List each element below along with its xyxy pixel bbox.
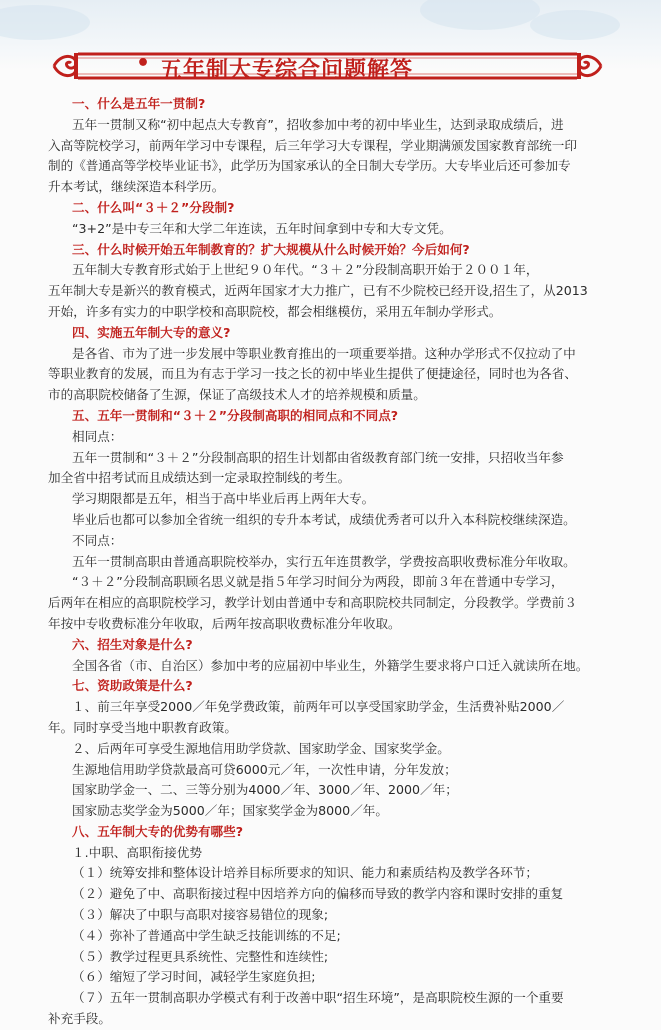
body-text-line: 年按中专收费标准分年收取，后两年按高职收费标准分年收取。	[48, 615, 401, 631]
body-text-line: 毕业后也都可以参加全省统一组织的专升本考试，成绩优秀者可以升入本科院校继续深造。	[72, 511, 576, 527]
section-heading: 二、什么叫“３＋２”分段制?	[72, 199, 235, 215]
body-text-line: 五年制大专是新兴的教育模式，近两年国家才大力推广，已有不少院校已经开设,招生了，从2013	[48, 283, 588, 299]
body-text-line: 不同点：	[72, 532, 123, 548]
body-text-line: （５）教学过程更具系统性、完整性和连续性;	[72, 948, 329, 964]
body-text-line: （７）五年一贯制高职办学模式有利于改善中职“招生环境”，是高职院校生源的一个重要	[72, 990, 564, 1006]
body-text-line: 市的高职院校储备了生源，保证了高级技术人才的培养规模和质量。	[48, 387, 426, 403]
body-text-line: “3+2”是中专三年和大学二年连读，五年时间拿到中专和大专文凭。	[72, 220, 452, 236]
body-text-line: １、前三年享受2000／年免学费政策，前两年可以享受国家助学金，生活费补贴2000／	[72, 699, 565, 715]
body-text-line: 制的《普通高等学校毕业证书》，此学历为国家承认的全日制大专学历。大专毕业后还可参加专	[48, 158, 571, 174]
body-text-line: 补充手段。	[48, 1011, 111, 1027]
body-text-line: 后两年在相应的高职院校学习，教学计划由普通中专和高职院校共同制定，分段教学。学费前３	[48, 595, 577, 611]
body-text-line: （４）弥补了普通高中学生缺乏技能训练的不足;	[72, 927, 341, 943]
body-text-line: 五年一贯制和“３＋２”分段制高职的招生计划都由省级教育部门统一安排，只招收当年参	[72, 449, 564, 465]
title-bullet: •	[136, 51, 151, 76]
section-heading: 四、实施五年制大专的意义?	[72, 324, 231, 340]
section-heading: 八、五年制大专的优势有哪些?	[72, 823, 244, 839]
body-text-line: 五年制大专教育形式始于上世纪９０年代。“３＋２”分段制高职开始于２００１年，	[72, 262, 539, 278]
body-text-line: 国家励志奖学金为5000／年；国家奖学金为8000／年。	[72, 803, 388, 819]
body-text-line: 生源地信用助学贷款最高可贷6000元／年，一次性申请，分年发放；	[72, 761, 457, 777]
body-text-line: 入高等院校学习，前两年学习中专课程，后三年学习大专课程，学业期满颁发国家教育部统一印	[48, 137, 577, 153]
body-text-line: ２、后两年可享受生源地信用助学贷款、国家助学金、国家奖学金。	[72, 740, 450, 756]
body-text-line: （３）解决了中职与高职对接容易错位的现象;	[72, 907, 329, 923]
decorative-cloud	[530, 10, 620, 40]
body-text-line: １.中职、高职衔接优势	[72, 844, 202, 860]
body-text-line: 开始，许多有实力的中职学校和高职院校，都会相继模仿，采用五年制办学形式。	[48, 303, 502, 319]
body-text-line: 五年一贯制高职由普通高职院校举办，实行五年连贯教学，学费按高职收费标准分年收取。	[72, 553, 576, 569]
page-title: 五年制大专综合问题解答	[160, 58, 414, 83]
body-text-line: （６）缩短了学习时间，减轻学生家庭负担;	[72, 969, 316, 985]
title-banner	[50, 50, 605, 82]
section-heading: 七、资助政策是什么?	[72, 678, 193, 694]
body-text-line: 等职业教育的发展，而且为有志于学习一技之长的初中毕业生提供了便捷途径，同时也为各省、	[48, 366, 577, 382]
body-text-line: “３＋２”分段制高职顾名思义就是指５年学习时间分为两段，即前３年在普通中专学习，	[72, 574, 564, 590]
body-text-line: （１）统筹安排和整体设计培养目标所要求的知识、能力和素质结构及教学各环节；	[72, 865, 538, 881]
body-text-line: 全国各省（市、自治区）参加中考的应届初中毕业生，外籍学生要求将户口迁入就读所在地。	[72, 657, 589, 673]
faq-content	[48, 94, 618, 1030]
body-text-line: 年。同时享受当地中职教育政策。	[48, 719, 237, 735]
body-text-line: 是各省、市为了进一步发展中等职业教育推出的一项重要举措。这种办学形式不仅拉动了中	[72, 345, 576, 361]
section-heading: 三、什么时候开始五年制教育的？扩大规模从什么时候开始？今后如何?	[72, 241, 470, 257]
body-text-line: 国家助学金一、二、三等分别为4000／年、3000／年、2000／年；	[72, 782, 458, 798]
section-heading: 六、招生对象是什么?	[72, 636, 193, 652]
body-text-line: 加全省中招考试而且成绩达到一定录取控制线的考生。	[48, 470, 351, 486]
section-heading: 五、五年一贯制和“３＋２”分段制高职的相同点和不同点?	[72, 407, 399, 423]
section-heading: 一、什么是五年一贯制?	[72, 96, 206, 111]
body-text-line: （２）避免了中、高职衔接过程中因培养方向的偏移而导致的教学内容和课时安排的重复	[72, 886, 564, 902]
body-text-line: 学习期限都是五年，相当于高中毕业后再上两年大专。	[72, 491, 375, 507]
body-text-line: 升本考试，继续深造本科学历。	[48, 179, 225, 195]
body-text-line: 五年一贯制又称“初中起点大专教育”，招收参加中考的初中毕业生，达到录取成绩后，进	[72, 116, 564, 132]
body-text-line: 相同点：	[72, 428, 123, 444]
